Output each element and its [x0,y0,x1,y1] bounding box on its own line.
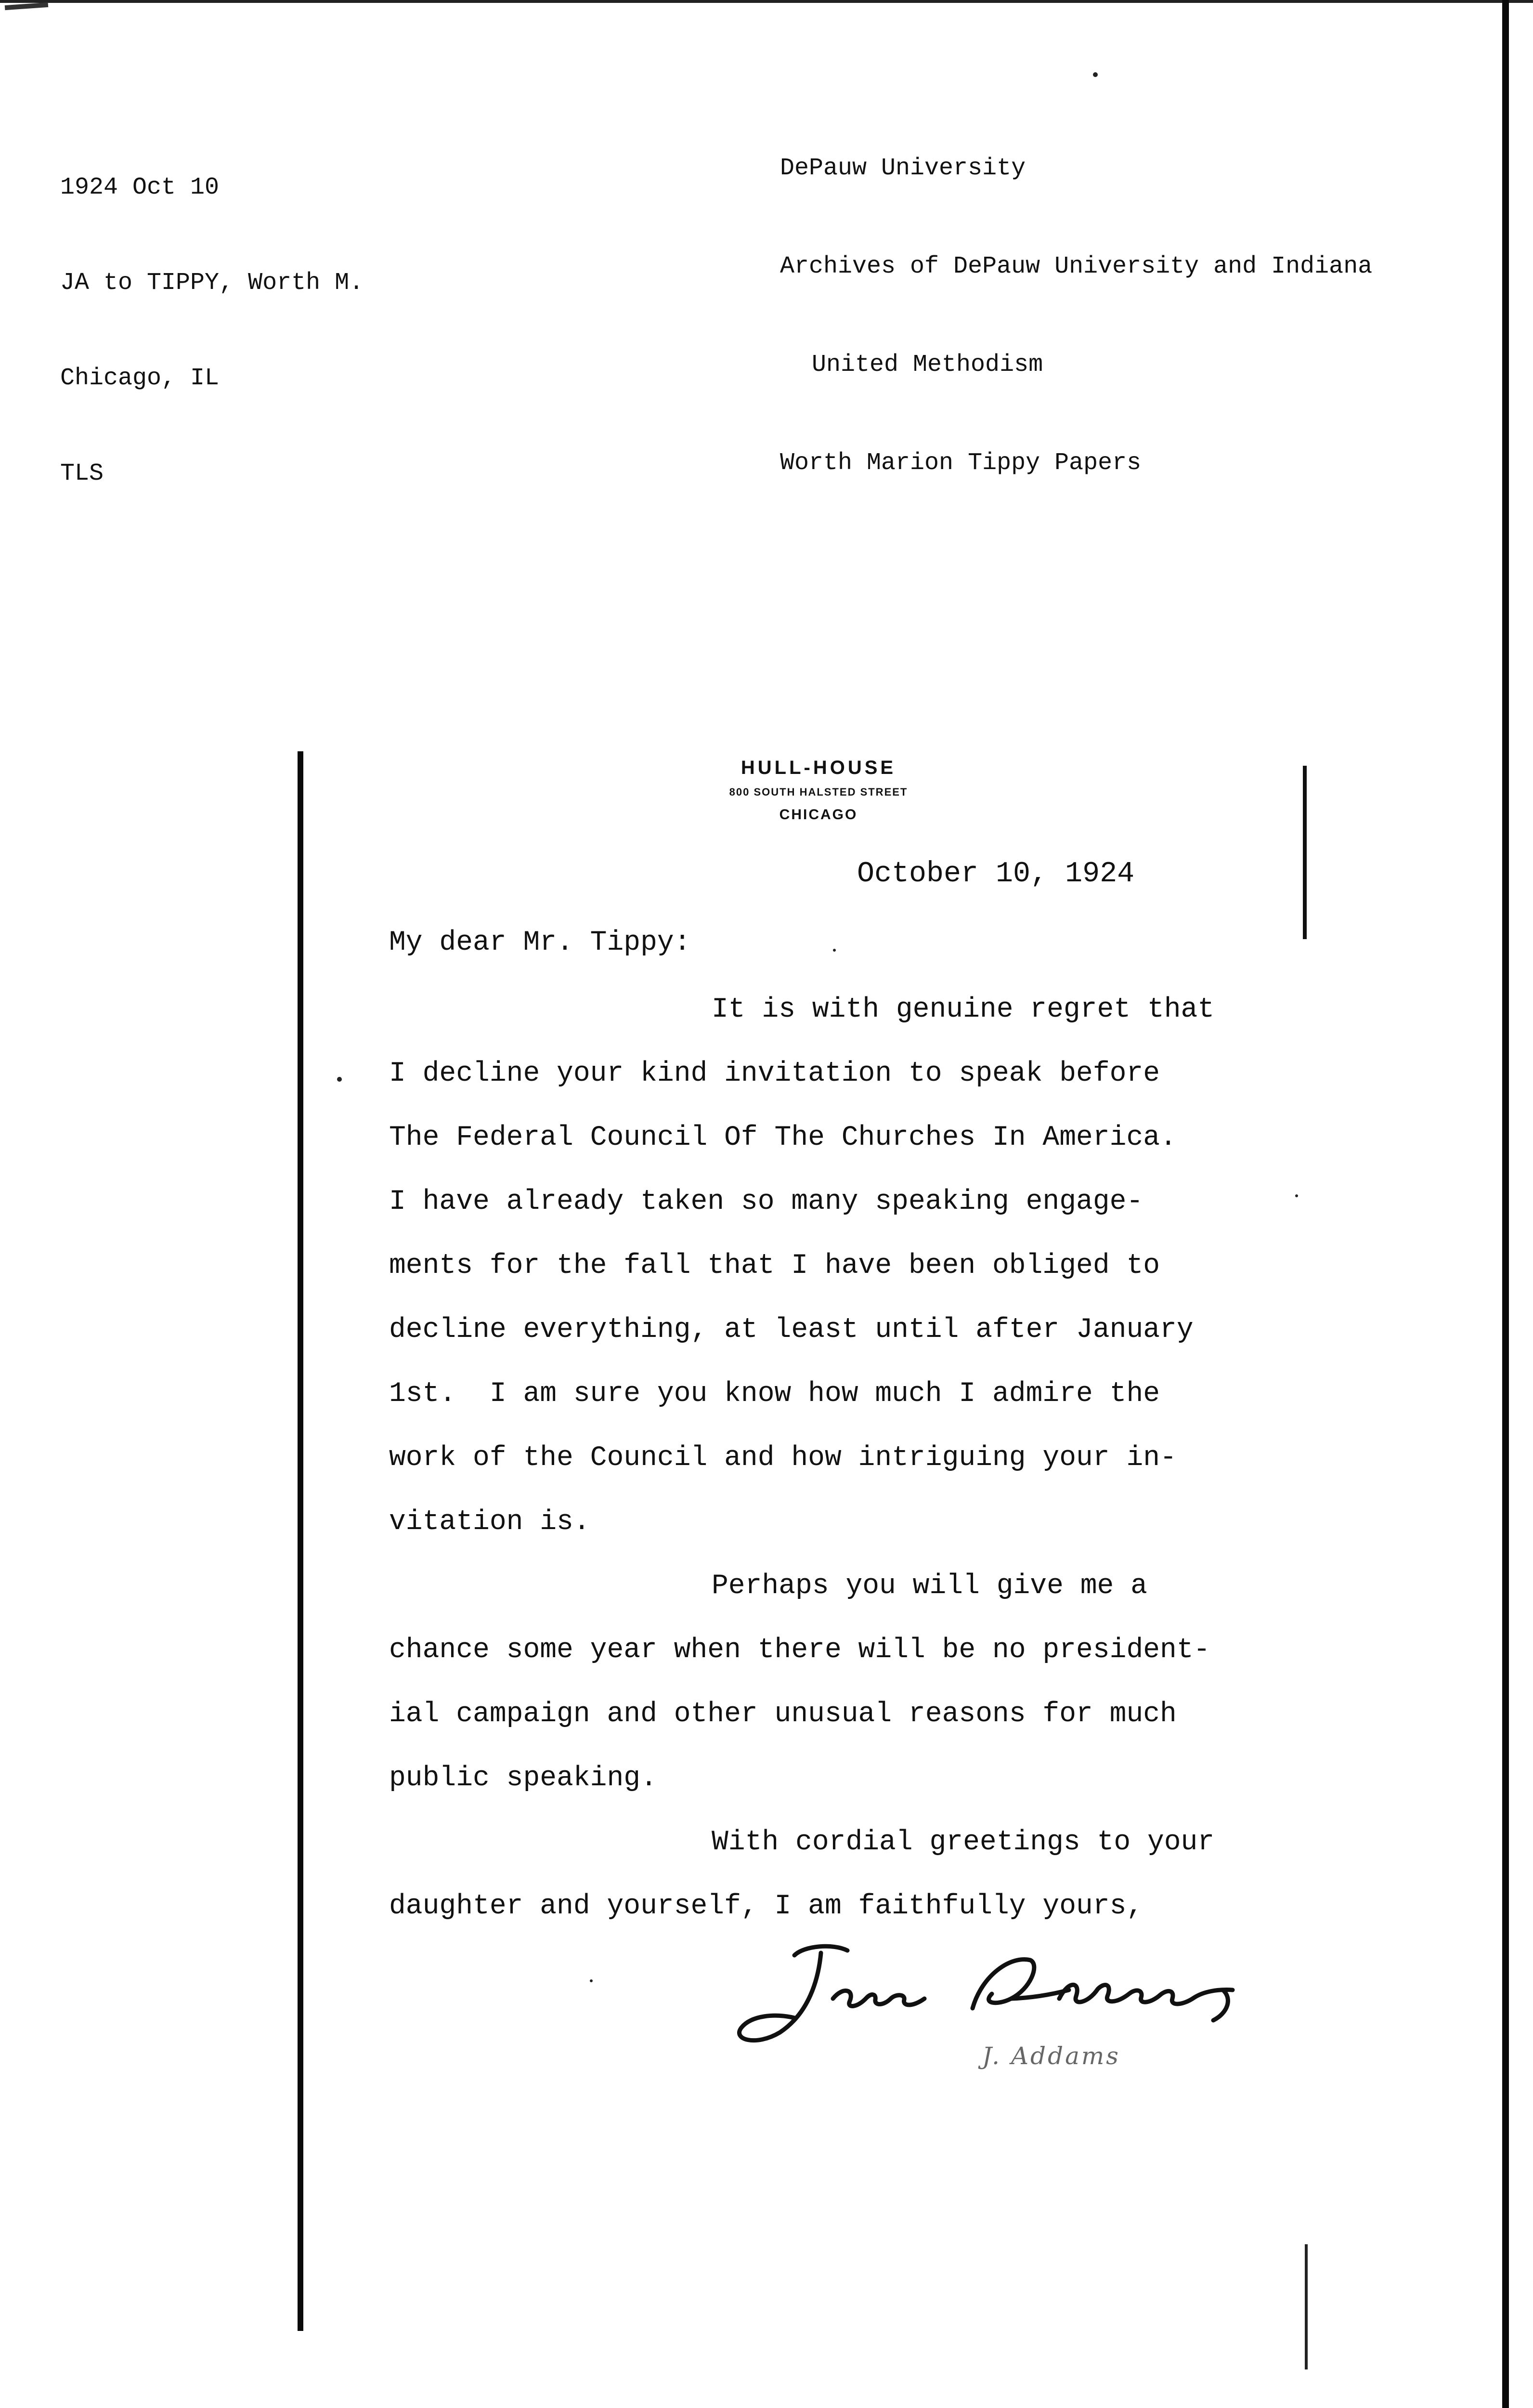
body-line: work of the Council and how intriguing your in- [389,1442,1177,1474]
letter-date: October 10, 1924 [857,858,1135,890]
page-edge-right [1502,0,1509,2408]
catalog-place: Chicago, IL [60,365,220,392]
body-line: The Federal Council Of The Churches In America. [389,1122,1177,1153]
scan-speck [337,1077,342,1082]
repository-archive-line1: Archives of DePauw University and Indiana [780,253,1373,280]
body-line: ments for the fall that I have been obliged to [389,1250,1160,1282]
scan-speck [1093,72,1098,77]
body-line: It is with genuine regret that [712,994,1215,1025]
letter-edge-left [298,751,303,2331]
catalog-date: 1924 Oct 10 [60,174,220,201]
scan-speck [1295,1194,1298,1197]
scan-speck [590,1979,593,1982]
letterhead-name: HULL-HOUSE [741,757,896,778]
repository-collection: Worth Marion Tippy Papers [780,449,1142,477]
body-line: ial campaign and other unusual reasons for much [389,1699,1177,1730]
body-line: I have already taken so many speaking engage- [389,1186,1143,1217]
body-line: I decline your kind invitation to speak before [389,1058,1160,1089]
body-line: daughter and yourself, I am faithfully yours, [389,1891,1143,1922]
body-line: Perhaps you will give me a [712,1570,1147,1602]
catalog-correspondents: JA to TIPPY, Worth M. [60,269,364,297]
repository-archive-line2: United Methodism [812,351,1043,379]
repository-header [780,87,1372,512]
letter-body [389,978,1304,1938]
letterhead-street: 800 SOUTH HALSTED STREET [729,786,908,798]
body-line: With cordial greetings to your [712,1827,1215,1858]
catalog-type: TLS [60,460,104,487]
repository-institution: DePauw University [780,155,1026,182]
salutation: My dear Mr. Tippy: [389,927,691,958]
page-edge-top [0,0,1533,3]
body-line: 1st. I am sure you know how much I admire the [389,1378,1160,1410]
corner-scan-mark [5,2,48,10]
body-line: chance some year when there will be no president- [389,1635,1210,1666]
letter-edge-right [1303,766,1307,939]
body-line: public speaking. [389,1763,657,1794]
signature-annotation: J. Addams [982,2042,1120,2070]
catalog-header [60,108,364,522]
scan-speck [833,949,836,952]
body-line: decline everything, at least until after January [389,1314,1194,1346]
body-line: vitation is. [389,1506,590,1538]
letterhead-city: CHICAGO [779,807,858,823]
letterhead [578,754,1059,827]
letter-edge-right-lower [1305,2244,1308,2369]
